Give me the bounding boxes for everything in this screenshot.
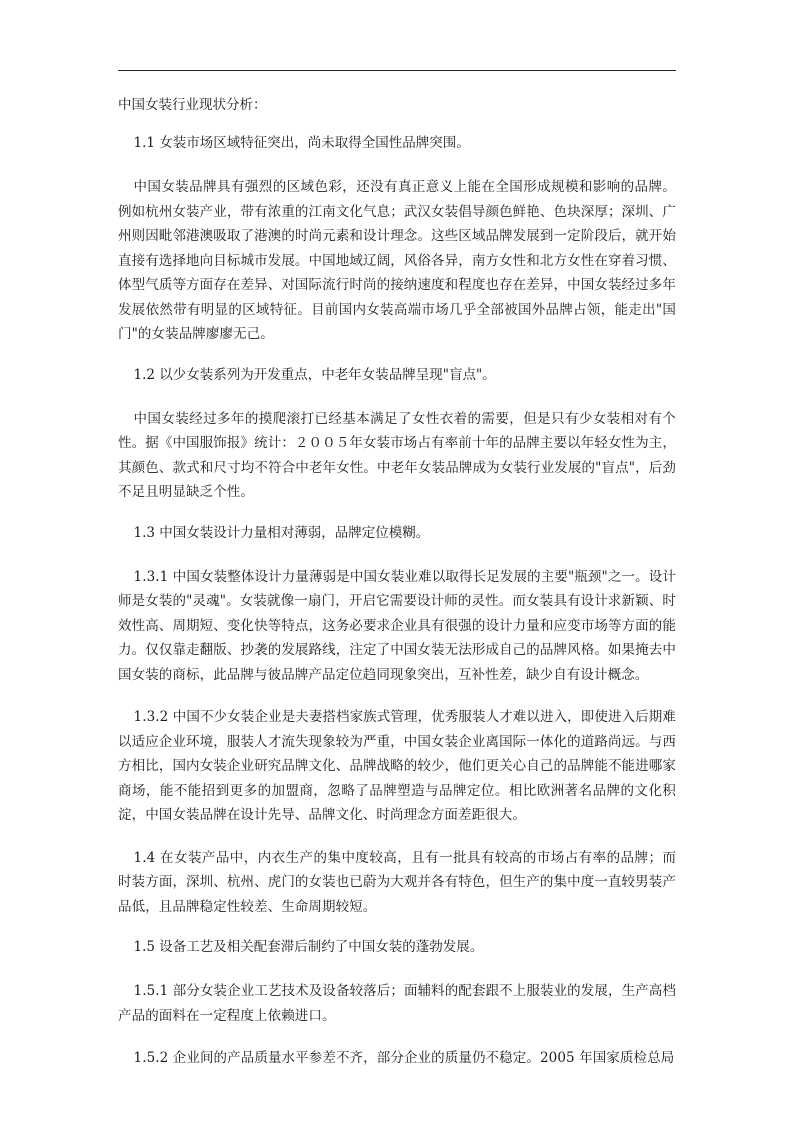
section-heading-1-2: 1.2 以少女装系列为开发重点，中老年女装品牌呈现"盲点"。 [133, 366, 496, 383]
paragraph-1-4: 1.4 在女装产品中，内衣生产的集中度较高，且有一批具有较高的市场占有率的品牌；而时装方面，深圳、杭州、虎门的女装也已蔚为大观并各有特色，但生产的集中度一直较男装产品低，且品牌稳定性较差、生命周期较短。 [118, 849, 676, 915]
section-heading-1-3: 1.3 中国女装设计力量相对薄弱，品牌定位模糊。 [133, 524, 430, 541]
document-title: 中国女装行业现状分析： [118, 97, 267, 113]
paragraph-1-2: 中国女装经过多年的摸爬滚打已经基本满足了女性衣着的需要，但是只有少女装相对有个性。据《中国服饰报》统计：２００５年女装市场占有率前十年的品牌主要以年轻女性为主，其颜色、款式和尺寸均不符合中老年女性。中老年女装品牌成为女装行业发展的"盲点"，后劲不足且明显缺乏个性。 [118, 410, 676, 500]
section-heading-1-5: 1.5 设备工艺及相关配套滞后制约了中国女装的蓬勃发展。 [133, 939, 484, 955]
paragraph-1-3-2: 1.3.2 中国不少女装企业是夫妻搭档家族式管理，优秀服装人才难以进入，即使进入后期难以适应企业环境，服装人才流失现象较为严重，中国女装企业离国际一体化的道路尚远。与西方相比，国内女装企业研究品牌文化、品牌战略的较少，他们更关心自己的品牌能不能进哪家商场，能不能招到更多的加盟商，忽略了品牌塑造与品牌定位。相比欧洲著名品牌的文化积淀，中国女装品牌在设计先导、品牌文化、时尚理念方面差距很大。 [118, 709, 676, 823]
paragraph-1-1: 中国女装品牌具有强烈的区域色彩，还没有真正意义上能在全国形成规模和影响的品牌。例如杭州女装产业，带有浓重的江南文化气息；武汉女装倡导颜色鲜艳、色块深厚；深圳、广州则因毗邻港澳吸取了港澳的时尚元素和设计理念。这些区域品牌发展到一定阶段后，就开始直接有选择地向目标城市发展。中国地域辽阔，风俗各异，南方女性和北方女性在穿着习惯、体型气质等方面存在差异、对国际流行时尚的接纳速度和程度也存在差异，中国女装经过多年发展依然带有明显的区域特征。目前国内女装高端市场几乎全部被国外品牌占领，能走出"国门"的女装品牌廖廖无己。 [118, 179, 676, 342]
document-page [118, 70, 676, 1071]
paragraph-1-3-1: 1.3.1 中国女装整体设计力量薄弱是中国女装业难以取得长足发展的主要"瓶颈"之一。设计师是女装的"灵魂"。女装就像一扇门，开启它需要设计师的灵性。而女装具有设计求新颖、时效性高、周期短、变化快等特点，这务必要求企业具有很强的设计力量和应变市场等方面的能力。仅仅靠走翻版、抄袭的发展路线，注定了中国女装无法形成自己的品牌风格。如果掩去中国女装的商标，此品牌与彼品牌产品定位趋同现象突出，互补性差，缺少自有设计概念。 [118, 568, 676, 683]
paragraph-1-5-2: 1.5.2 企业间的产品质量水平参差不齐，部分企业的质量仍不稳定。2005 年国家质检总局 [133, 1050, 675, 1066]
section-heading-1-1: 1.1 女装市场区域特征突出，尚未取得全国性品牌突围。 [133, 135, 470, 151]
paragraph-1-5-1: 1.5.1 部分女装企业工艺技术及设备较落后；面辅料的配套跟不上服装业的发展，生产高档产品的面料在一定程度上依赖进口。 [118, 983, 676, 1024]
header-rule [118, 70, 676, 71]
